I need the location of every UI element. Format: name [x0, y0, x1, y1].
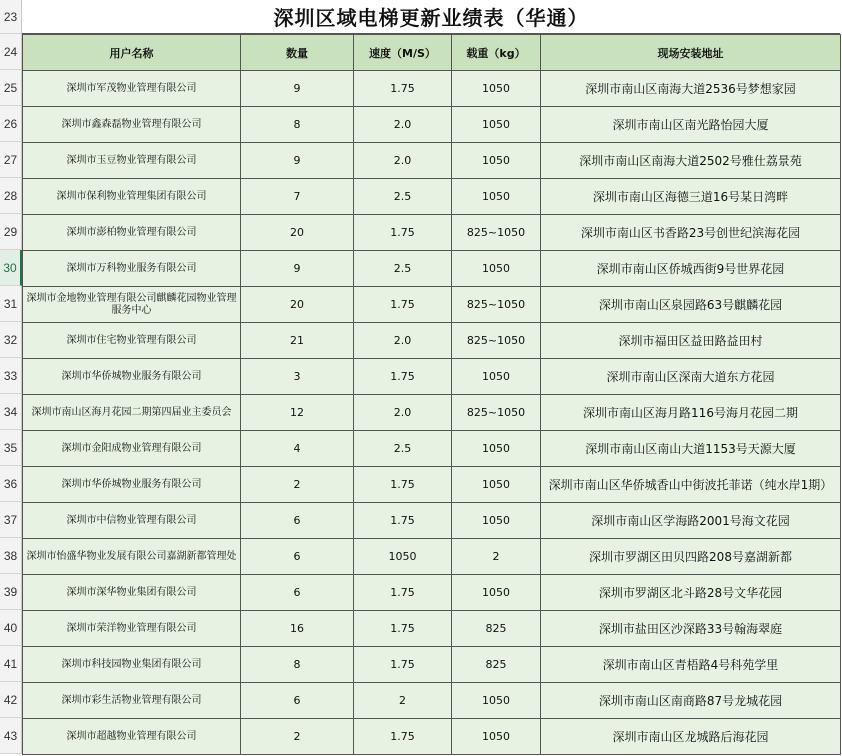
cell-address[interactable]: 深圳市南山区学海路2001号海文花园	[541, 503, 841, 539]
cell-load[interactable]: 825~1050	[452, 395, 541, 431]
table-row	[23, 287, 841, 323]
cell-quantity[interactable]: 20	[241, 215, 354, 251]
row-header[interactable]: 25	[0, 70, 22, 106]
cell-quantity[interactable]: 9	[241, 71, 354, 107]
cell-speed[interactable]: 2.0	[354, 143, 452, 179]
row-header[interactable]: 40	[0, 610, 22, 646]
cell-load[interactable]: 1050	[452, 503, 541, 539]
cell-quantity[interactable]: 7	[241, 179, 354, 215]
table-row	[23, 215, 841, 251]
cell-address[interactable]: 深圳市南山区海月路116号海月花园二期	[541, 395, 841, 431]
cell-load[interactable]: 1050	[452, 683, 541, 719]
cell-load[interactable]: 1050	[452, 359, 541, 395]
cell-address[interactable]: 深圳市福田区益田路益田村	[541, 323, 841, 359]
cell-quantity[interactable]: 9	[241, 251, 354, 287]
cell-user-name[interactable]: 深圳市玉豆物业管理有限公司	[23, 143, 241, 179]
cell-address[interactable]: 深圳市罗湖区北斗路28号文华花园	[541, 575, 841, 611]
cell-address[interactable]: 深圳市南山区龙城路后海花园	[541, 719, 841, 755]
table-row	[23, 71, 841, 107]
row-header[interactable]: 41	[0, 646, 22, 682]
cell-load[interactable]: 1050	[452, 71, 541, 107]
cell-load[interactable]: 1050	[452, 575, 541, 611]
cell-user-name[interactable]: 深圳市华侨城物业服务有限公司	[23, 359, 241, 395]
column-header-qty[interactable]: 数量	[241, 35, 354, 71]
cell-user-name[interactable]: 深圳市超越物业管理有限公司	[23, 719, 241, 755]
table-row	[23, 539, 841, 575]
row-header[interactable]: 31	[0, 286, 22, 322]
cell-quantity[interactable]: 6	[241, 575, 354, 611]
cell-user-name[interactable]: 深圳市深华物业集团有限公司	[23, 575, 241, 611]
cell-address[interactable]: 深圳市南山区深南大道东方花园	[541, 359, 841, 395]
cell-user-name[interactable]: 深圳市彩生活物业管理有限公司	[23, 683, 241, 719]
table-row	[23, 323, 841, 359]
cell-speed[interactable]: 1.75	[354, 71, 452, 107]
row-header[interactable]: 24	[0, 34, 22, 70]
cell-address[interactable]: 深圳市南山区南海大道2536号梦想家园	[541, 71, 841, 107]
table-row	[23, 107, 841, 143]
row-header[interactable]: 38	[0, 538, 22, 574]
column-header-speed[interactable]: 速度（M/S）	[354, 35, 452, 71]
column-header-name[interactable]: 用户名称	[23, 35, 241, 71]
row-header[interactable]: 37	[0, 502, 22, 538]
cell-speed[interactable]: 2.0	[354, 395, 452, 431]
cell-speed[interactable]: 2.5	[354, 431, 452, 467]
cell-speed[interactable]: 1.75	[354, 719, 452, 755]
cell-speed[interactable]: 2.0	[354, 107, 452, 143]
row-header[interactable]: 26	[0, 106, 22, 142]
table-row	[23, 395, 841, 431]
table-row	[23, 611, 841, 647]
table-header-row	[23, 35, 841, 71]
cell-speed[interactable]: 2.5	[354, 179, 452, 215]
table-row	[23, 719, 841, 755]
row-header[interactable]: 23	[0, 0, 22, 34]
table-row	[23, 431, 841, 467]
cell-speed[interactable]: 1.75	[354, 359, 452, 395]
performance-table	[22, 34, 841, 755]
cell-speed[interactable]: 1.75	[354, 575, 452, 611]
table-row	[23, 647, 841, 683]
cell-load[interactable]: 1050	[452, 143, 541, 179]
cell-quantity[interactable]: 4	[241, 431, 354, 467]
cell-speed[interactable]: 2.0	[354, 323, 452, 359]
cell-speed[interactable]: 1.75	[354, 287, 452, 323]
cell-speed[interactable]: 1.75	[354, 611, 452, 647]
cell-quantity[interactable]: 8	[241, 647, 354, 683]
table-row	[23, 251, 841, 287]
row-header[interactable]: 43	[0, 718, 22, 754]
row-header[interactable]: 36	[0, 466, 22, 502]
cell-load[interactable]: 1050	[452, 179, 541, 215]
cell-speed[interactable]: 1.75	[354, 503, 452, 539]
cell-quantity[interactable]: 20	[241, 287, 354, 323]
row-header[interactable]: 34	[0, 394, 22, 430]
cell-user-name[interactable]: 深圳市军茂物业管理有限公司	[23, 71, 241, 107]
row-header[interactable]: 30	[0, 250, 22, 286]
cell-address[interactable]: 深圳市盐田区沙深路33号翰海翠庭	[541, 611, 841, 647]
cell-speed[interactable]: 1.75	[354, 467, 452, 503]
table-row	[23, 359, 841, 395]
cell-user-name[interactable]: 深圳市金地物业管理有限公司麒麟花园物业管理服务中心	[23, 287, 241, 323]
cell-user-name[interactable]: 深圳市南山区海月花园二期第四届业主委员会	[23, 395, 241, 431]
cell-address[interactable]: 深圳市南山区华侨城香山中街波托菲诺（纯水岸1期）	[541, 467, 841, 503]
cell-quantity[interactable]: 12	[241, 395, 354, 431]
cell-address[interactable]: 深圳市南山区青梧路4号科苑学里	[541, 647, 841, 683]
row-header[interactable]: 42	[0, 682, 22, 718]
cell-user-name[interactable]: 深圳市金阳成物业管理有限公司	[23, 431, 241, 467]
cell-speed[interactable]: 1.75	[354, 215, 452, 251]
cell-quantity[interactable]: 16	[241, 611, 354, 647]
cell-quantity[interactable]: 8	[241, 107, 354, 143]
cell-speed[interactable]: 2.5	[354, 251, 452, 287]
row-header[interactable]: 32	[0, 322, 22, 358]
row-header[interactable]: 28	[0, 178, 22, 214]
column-header-address[interactable]: 现场安装地址	[541, 35, 841, 71]
cell-load[interactable]: 1050	[452, 251, 541, 287]
row-header[interactable]: 27	[0, 142, 22, 178]
cell-user-name[interactable]: 深圳市鑫森磊物业管理有限公司	[23, 107, 241, 143]
cell-user-name[interactable]: 深圳市荣洋物业管理有限公司	[23, 611, 241, 647]
sheet-title[interactable]: 深圳区域电梯更新业绩表（华通）	[22, 0, 840, 34]
cell-user-name[interactable]: 深圳市万科物业服务有限公司	[23, 251, 241, 287]
cell-address[interactable]: 深圳市南山区侨城西街9号世界花园	[541, 251, 841, 287]
cell-load[interactable]: 825	[452, 611, 541, 647]
cell-load[interactable]: 825~1050	[452, 287, 541, 323]
table-row	[23, 503, 841, 539]
cell-quantity[interactable]: 2	[241, 719, 354, 755]
cell-user-name[interactable]: 深圳市怡盛华物业发展有限公司嘉湖新都管理处	[23, 539, 241, 575]
cell-quantity[interactable]: 6	[241, 539, 354, 575]
cell-user-name[interactable]: 深圳市华侨城物业服务有限公司	[23, 467, 241, 503]
cell-address[interactable]: 深圳市南山区南商路87号龙城花园	[541, 683, 841, 719]
cell-quantity[interactable]: 9	[241, 143, 354, 179]
cell-speed[interactable]: 2	[354, 683, 452, 719]
cell-quantity[interactable]: 6	[241, 683, 354, 719]
row-header[interactable]: 35	[0, 430, 22, 466]
cell-address[interactable]: 深圳市南山区书香路23号创世纪滨海花园	[541, 215, 841, 251]
cell-load[interactable]: 1050	[452, 719, 541, 755]
cell-user-name[interactable]: 深圳市澎柏物业管理有限公司	[23, 215, 241, 251]
table-row	[23, 575, 841, 611]
cell-user-name[interactable]: 深圳市中信物业管理有限公司	[23, 503, 241, 539]
cell-quantity[interactable]: 21	[241, 323, 354, 359]
row-header[interactable]: 33	[0, 358, 22, 394]
cell-load[interactable]: 2	[452, 539, 541, 575]
table-row	[23, 179, 841, 215]
cell-user-name[interactable]: 深圳市科技园物业集团有限公司	[23, 647, 241, 683]
cell-user-name[interactable]: 深圳市保利物业管理集团有限公司	[23, 179, 241, 215]
column-header-load[interactable]: 载重（kg）	[452, 35, 541, 71]
cell-address[interactable]: 深圳市南山区南海大道2502号雅仕荔景苑	[541, 143, 841, 179]
cell-load[interactable]: 825~1050	[452, 323, 541, 359]
cell-quantity[interactable]: 3	[241, 359, 354, 395]
cell-load[interactable]: 1050	[452, 107, 541, 143]
table-row	[23, 143, 841, 179]
cell-load[interactable]: 1050	[452, 467, 541, 503]
cell-quantity[interactable]: 6	[241, 503, 354, 539]
cell-address[interactable]: 深圳市南山区南光路怡园大厦	[541, 107, 841, 143]
cell-load[interactable]: 1050	[452, 431, 541, 467]
cell-address[interactable]: 深圳市罗湖区田贝四路208号嘉湖新都	[541, 539, 841, 575]
cell-user-name[interactable]: 深圳市住宅物业管理有限公司	[23, 323, 241, 359]
cell-quantity[interactable]: 2	[241, 467, 354, 503]
table-row	[23, 683, 841, 719]
cell-load[interactable]: 825	[452, 647, 541, 683]
cell-address[interactable]: 深圳市南山区南山大道1153号天源大厦	[541, 431, 841, 467]
cell-load[interactable]: 825~1050	[452, 215, 541, 251]
cell-address[interactable]: 深圳市南山区泉园路63号麒麟花园	[541, 287, 841, 323]
row-header[interactable]: 39	[0, 574, 22, 610]
cell-speed[interactable]: 1.75	[354, 647, 452, 683]
cell-address[interactable]: 深圳市南山区海德三道16号某日湾畔	[541, 179, 841, 215]
table-row	[23, 467, 841, 503]
cell-speed[interactable]: 1050	[354, 539, 452, 575]
row-header[interactable]: 29	[0, 214, 22, 250]
